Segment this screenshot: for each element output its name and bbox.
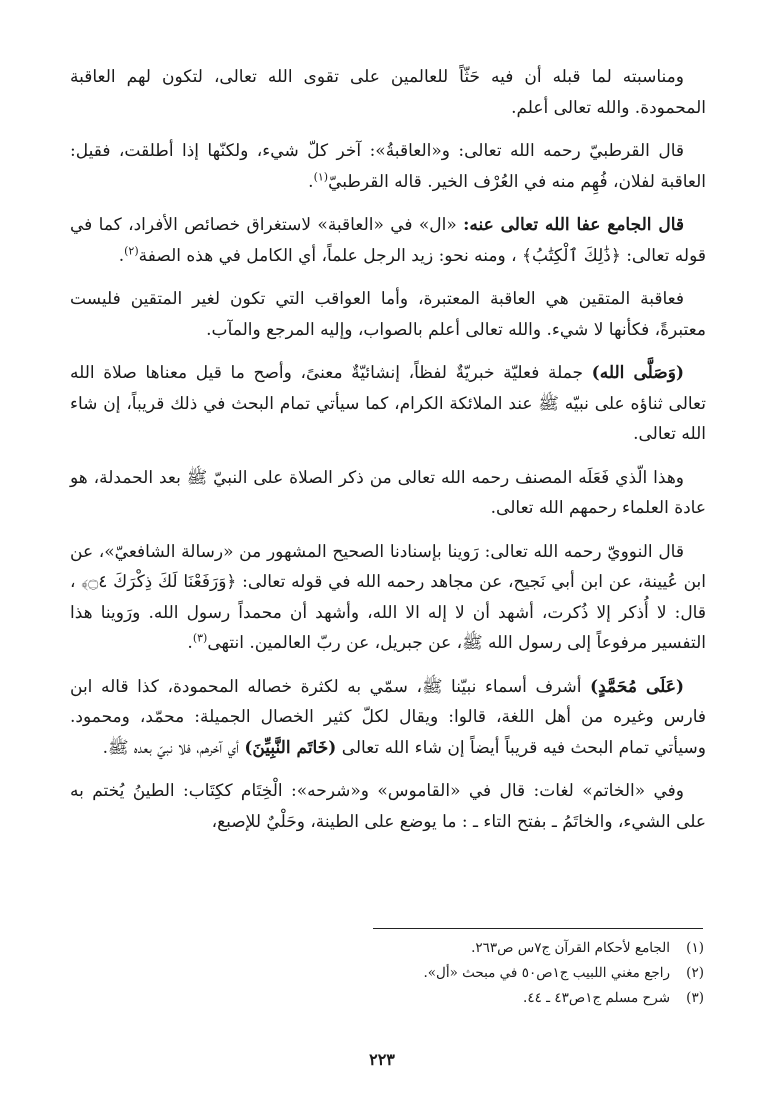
- footnote-ref: (٣): [192, 631, 208, 645]
- footnotes: [70, 936, 706, 1011]
- footnote-ref: (١): [313, 169, 329, 183]
- footnote-number: (١): [686, 940, 704, 956]
- paragraph-5: [70, 358, 706, 450]
- footnote-1: [70, 936, 706, 961]
- footnote-text: شرح مسلم ج١ص٤٣ ـ ٤٤.: [523, 990, 670, 1006]
- footnote-3: [70, 986, 706, 1011]
- footnote-2: [70, 961, 706, 986]
- footnote-text: راجع مغني اللبيب ج١ص٥٠ في مبحث «أل».: [423, 965, 670, 981]
- paragraph-text: فعاقبة المتقين هي العاقبة المعتبرة، وأما العواقب التي تكون لغير المتقين فليست معتبرةً، فكأنها لا شيء. والله تعالى أعلم بالصواب، وإليه المرجع والمآب.: [70, 289, 706, 340]
- footnote-text: الجامع لأحكام القرآن ج٧س ص٢٦٣.: [471, 940, 670, 956]
- paragraph-text: وفي «الخاتم» لغات: قال في «القاموس» و«شرحه»: الْخِتَام ككِتَاب: الطينُ يُختم به على الشيء، والخاتَمُ ـ بفتح التاء ـ : ما يوضع على الطينة، وحَلْيٌ للإصبع،: [70, 781, 706, 832]
- paragraph-8: [70, 672, 706, 764]
- paragraph-text-2: أي آخرهم، فلا نبيّ بعده ﷺ.: [102, 737, 245, 758]
- paragraph-2: قال القرطبيّ رحمه الله تعالى: و«العاقبةُ»: آخر كلّ شيء، ولكنّها إذا أطلقت، فقيل: العاقبة لفلان، فُهِم منه في العُرْف الخير. قاله القرطبيّ$^{(١)}$.: [70, 141, 706, 192]
- paragraph-7: قال النوويّ رحمه الله تعالى: رَوينا بإسنادنا الصحيح المشهور من «رسالة الشافعيّ»، عن ابن عُيينة، عن ابن أبي نَجيح، عن مجاهد رحمه الله في قوله تعالى: ﴿وَرَفَعْنَا لَكَ ذِكْرَكَ ۝٤﴾ ، قال: لا أُذكر إلا ذُكرت، أشهد أن لا إله الا الله، وأشهد أن محمداً رسول الله. ورَوينا هذا التفسير مرفوعاً إلى رسول الله ﷺ، عن جبريل، عن ربّ العالمين. انتهى$^{(٣)}$.: [70, 541, 706, 653]
- paragraph-lead-2: (خَاتَم النَّبِيِّنَ): [244, 737, 337, 758]
- paragraph-text: «ال» في «العاقبة» لاستغراق خصائص الأفراد، كما في قوله تعالى: ﴿ذَٰلِكَ ٱلْكِتَٰبُ﴾ ، ومنه نحو: زيد الرجل علماً، أي الكامل في هذه الصفة: [70, 215, 706, 266]
- paragraph-lead: (وَصَلَّى الله): [591, 363, 684, 383]
- paragraph-text: أشرف أسماء نبيّنا ﷺ، سمّي به لكثرة خصاله المحمودة، كذا قاله ابن فارس وغيره من أهل اللغة، قالوا: ويقال لكلّ كثير الخصال الجميلة: محمّد، ومحمود. وسيأتي تمام البحث فيه قريباً أيضاً إن شاء الله تعالى: [70, 676, 706, 758]
- page-body: [70, 62, 706, 1083]
- paragraph-1: [70, 62, 706, 123]
- footnote-divider: [373, 928, 703, 929]
- paragraph-text: جملة فعليّة خبريّةٌ لفظاً، إنشائيّةٌ معنىً، وأصح ما قيل معناها صلاة الله تعالى ثناؤه على نبيّه ﷺ عند الملائكة الكرام، كما سيأتي تمام البحث في ذلك قريباً، إن شاء الله تعالى.: [70, 363, 706, 444]
- paragraph-3: قال الجامع عفا الله تعالى عنه: «ال» في «العاقبة» لاستغراق خصائص الأفراد، كما في قوله تعالى: ﴿ذَٰلِكَ ٱلْكِتَٰبُ﴾ ، ومنه نحو: زيد الرجل علماً، أي الكامل في هذه الصفة$^{(٢)}$.: [70, 215, 706, 266]
- paragraph-text: قال القرطبيّ رحمه الله تعالى: و«العاقبةُ»: آخر كلّ شيء، ولكنّها إذا أطلقت، فقيل: العاقبة لفلان، فُهِم منه في العُرْف الخير. قاله القرطبيّ: [70, 141, 706, 192]
- paragraph-lead: قال الجامع عفا الله تعالى عنه:: [463, 215, 685, 235]
- paragraph-text: وهذا الّذي فَعَلَه المصنف رحمه الله تعالى من ذكر الصلاة على النبيّ ﷺ بعد الحمدلة، هو عادة العلماء رحمهم الله تعالى.: [70, 467, 706, 518]
- paragraph-4: [70, 284, 706, 345]
- footnote-number: (٢): [686, 965, 704, 981]
- paragraph-text: قال النوويّ رحمه الله تعالى: رَوينا بإسنادنا الصحيح المشهور من «رسالة الشافعيّ»، عن ابن عُيينة، عن ابن أبي نَجيح، عن مجاهد رحمه الله في قوله تعالى: ﴿وَرَفَعْنَا لَكَ ذِكْرَكَ ۝٤﴾ ، قال: لا أُذكر إلا ذُكرت، أشهد أن لا إله الا الله، وأشهد أن محمداً رسول الله. ورَوينا هذا التفسير مرفوعاً إلى رسول الله ﷺ، عن جبريل، عن ربّ العالمين. انتهى: [70, 541, 706, 653]
- page-number: ٢٢٣: [369, 1050, 395, 1069]
- footnote-number: (٣): [686, 990, 704, 1006]
- paragraph-6: [70, 463, 706, 524]
- paragraph-lead: (عَلَى مُحَمَّدٍ): [590, 676, 685, 697]
- footnote-ref: (٢): [124, 243, 139, 257]
- paragraph-text: ومناسبته لما قبله أن فيه حَثّاً للعالمين على تقوى الله تعالى، لتكون لهم العاقبة المحمودة. والله تعالى أعلم.: [70, 67, 706, 118]
- paragraph-9: [70, 776, 706, 837]
